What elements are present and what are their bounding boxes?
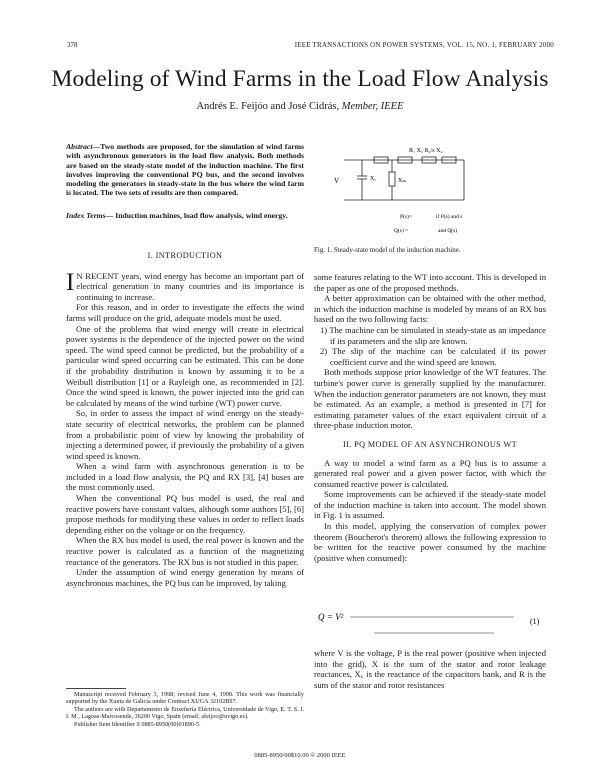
right-paragraph-3: Both methods suppose prior knowledge of the WT features. The turbine's power curve is generally supplied by the manufacturer. When the induction generator parameters are not known, they must be estimated. As an example, a method is presented in [7] for estimating parameter values of the exact equivalent circuit of a three-phase induction motor. <box>314 367 546 431</box>
intro-paragraph-4: So, in order to assess the impact of wind energy on the steady-state security of electrical networks, the problem can be planned from a probabilistic point of view by knowing the probability of injecting a determined power, if previously the probability of a given wind speed is known. <box>66 408 304 461</box>
intro-paragraph-1 <box>66 268 304 303</box>
right-paragraph-2: A better approximation can be obtained with the other method, in which the induction machine is modeled by means of an RX bus based on the two following facts: <box>314 293 546 325</box>
issn-line: 0885-8950/00$10.00 © 2000 IEEE <box>254 752 346 759</box>
footnote-2: The authors are with Departamento de Enxeñería Eléctrica, Universidade de Vigo, E. T. S. I. I. M., Lagoas-Marcosende, 36200 Vigo, Spain (email: afeijoo@uvigo.es). <box>66 705 304 721</box>
figure-1-circuit <box>314 138 546 258</box>
footnote-3: Publisher Item Identifier S 0885-8950(00)01890-5. <box>74 720 201 728</box>
paper-title: Modeling of Wind Farms in the Load Flow Analysis <box>51 66 549 92</box>
intro-paragraph-8: Under the assumption of wind energy generation by means of asynchronous machines, the PQ bus can be improved, by taking <box>66 567 304 588</box>
authors-line <box>0 101 600 112</box>
intro-paragraph-3: One of the problems that wind energy will create in electrical power systems is the dependence of the injected power on the wind speed. The wind speed cannot be predicted, but the probability of a particular wind speed occurring can be estimated. This can be done if the probability distribution is known by assuming it to be a Weibull distribution [1] or a Rayleigh one, as recommended in [2]. Once the wind speed is known, the power injected into the grid can be calculated by means of the wind turbine (WT) power curve. <box>66 323 304 408</box>
right-paragraph-1: some features relating to the WT into account. This is developed in the paper as one of the proposed methods. <box>314 272 546 293</box>
figure-p-rhs: if P(s) and s <box>436 214 463 220</box>
right-column-after-eq <box>314 648 546 690</box>
figure-q-rhs: and Q(s) <box>438 228 458 234</box>
running-header: IEEE TRANSACTIONS ON POWER SYSTEMS, VOL. 15, NO. 1, FEBRUARY 2000 <box>294 41 554 49</box>
right-paragraph-7: where V is the voltage, P is the real power (positive when injected into the grid), X is the sum of the stator and rotor leakage reactances, X꜀ is the reactance of the capacitors bank, and R is the sum of the stator and rotor resistances <box>314 648 546 690</box>
right-paragraph-5: Some improvements can be achieved if the steady-state model of the induction machine is taken into account. The model shown in Fig. 1 is assumed. <box>314 489 546 521</box>
figure-caption: Fig. 1. Steady-state model of the induction machine. <box>314 246 461 254</box>
facts-list <box>314 325 546 367</box>
abstract-label: Abstract— <box>66 142 101 151</box>
equation-number: (1) <box>530 617 540 626</box>
list-item: 1) The machine can be simulated in steady-state as an impedance if its parameters and the slip are known. <box>320 324 546 346</box>
figure-xm-label: Xₘ <box>398 178 407 184</box>
figure-q-expr: Q(s) = <box>394 228 409 234</box>
equation-lhs: Q = V² <box>318 612 344 622</box>
magnetizing-reactance <box>389 172 395 186</box>
introduction-section <box>66 251 304 588</box>
index-terms-label: Index Terms— <box>66 211 114 220</box>
page-number: 378 <box>67 41 78 49</box>
drop-cap: I <box>66 268 75 296</box>
footnote-1: Manuscript received February 3, 1998; revised June 4, 1998. This work was financially supported by the Xunta de Galicia under Contract XUGA 32102B97. <box>66 691 304 706</box>
list-item: 2) The slip of the machine can be calculated if its power coefficient curve and the wind speed are known. <box>320 346 546 367</box>
figure-xc-label: X꜀ <box>370 176 377 182</box>
author-grade: Member, IEEE <box>341 101 404 112</box>
intro-p1-text: N RECENT years, wind energy has become an important part of electrical generation in many countries and its importance is continuing to increase. <box>76 270 304 302</box>
section-heading-pq: II. PQ MODEL OF AN ASYNCHRONOUS WT <box>343 439 517 449</box>
right-column-text <box>314 272 546 563</box>
intro-paragraph-2: For this reason, and in order to investigate the effects the wind farms will produce on the grid, adequate models must be used. <box>66 302 304 323</box>
footnote-rule <box>66 688 126 689</box>
right-paragraph-4: A way to model a wind farm as a PQ bus is to assume a generated real power and a given power factor, with which the consumed reactive power is calculated. <box>314 457 546 489</box>
right-paragraph-6: In this model, applying the conservation of complex power theorem (Boucherot's theorem) allows the following expression to be written for the reactive power consumed by the machine (positive when consumed): <box>314 521 546 563</box>
figure-top-label: R₁ X₁ R₂/s X₂ <box>409 148 443 154</box>
index-terms <box>66 211 304 220</box>
abstract <box>66 142 304 198</box>
section-heading-intro: I. INTRODUCTION <box>147 251 223 260</box>
footnotes <box>66 691 304 728</box>
index-terms-text: Induction machines, load flow analysis, wind energy. <box>115 211 288 220</box>
equation-1 <box>314 598 546 642</box>
intro-paragraph-5: When a wind farm with asynchronous generation is to be included in a load flow analysis, the PQ and RX [3], [4] buses are the most commonly used. <box>66 461 304 493</box>
abstract-text: Two methods are proposed, for the simulation of wind farms with asynchronous generators in the load flow analysis. Both methods are based on the steady-state model of the induction machine. The first involves improving the conventional PQ bus, and the second involves modeling the generators in steady-state in the bus where the wind farm is located. The two sets of results are then compared. <box>66 142 304 198</box>
author-names: Andrés E. Feijóo and José Cidrás, <box>196 101 340 112</box>
figure-p-expr: P(s)= <box>400 214 412 220</box>
intro-paragraph-7: When the RX bus model is used, the real power is known and the reactive power is calculated as a function of the magnetizing reactance of the generators. The RX bus is not studied in this paper. <box>66 535 304 567</box>
figure-v-label: V <box>334 177 340 185</box>
intro-paragraph-6: When the conventional PQ bus model is used, the real and reactive powers have constant values, although some authors [5], [6] propose methods for modifying these values in order to reflect loads depending either on the voltage or on the frequency. <box>66 493 304 535</box>
